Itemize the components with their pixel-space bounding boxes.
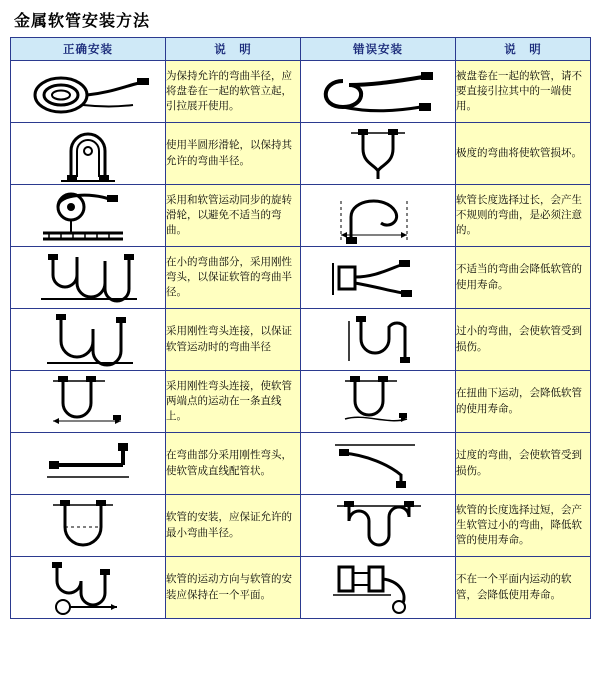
- wrong-figure-cell: [301, 61, 456, 123]
- correct-figure-cell: [11, 61, 166, 123]
- installation-methods-table: [10, 37, 591, 619]
- rigid-elbow-small-bend-correct-icon: [11, 249, 165, 307]
- correct-figure-cell: [11, 185, 166, 247]
- correct-desc-cell: 采用和软管运动同步的旋转滑轮，以避免不适当的弯曲。: [166, 185, 301, 247]
- table-row: [11, 123, 591, 185]
- correct-desc-cell: 在弯曲部分采用刚性弯头，使软管成直线配管状。: [166, 433, 301, 495]
- wrong-desc-cell: 不在一个平面内运动的软管，会降低使用寿命。: [456, 557, 591, 619]
- correct-desc-cell: 使用半圆形滑轮，以保持其允许的弯曲半径。: [166, 123, 301, 185]
- correct-desc-cell: 为保持允许的弯曲半径，应将盘卷在一起的软管立起，引拉展开使用。: [166, 61, 301, 123]
- correct-desc-cell: 软管的安装，应保证允许的最小弯曲半径。: [166, 495, 301, 557]
- straight-line-motion-correct-icon: [11, 373, 165, 431]
- rigid-elbow-straight-piping-correct-icon: [11, 435, 165, 493]
- too-long-hose-wrong-icon: [301, 187, 455, 245]
- page-title: 金属软管安装方法: [14, 11, 151, 30]
- wrong-figure-cell: [301, 309, 456, 371]
- correct-desc-cell: 在小的弯曲部分，采用刚性弯头，以保证软管的弯曲半径。: [166, 247, 301, 309]
- wrong-figure-cell: [301, 495, 456, 557]
- header-correct-desc: 说 明: [166, 38, 301, 61]
- correct-desc-cell: 采用刚性弯头连接，使软管两端点的运动在一条直线上。: [166, 371, 301, 433]
- correct-figure-cell: [11, 247, 166, 309]
- wrong-figure-cell: [301, 247, 456, 309]
- header-wrong-desc: 说 明: [456, 38, 591, 61]
- rigid-elbow-connection-correct-icon: [11, 311, 165, 369]
- header-row: [11, 38, 591, 61]
- header-correct-install: 正确安装: [11, 38, 166, 61]
- wrong-desc-cell: 过度的弯曲，会使软管受到损伤。: [456, 433, 591, 495]
- wrong-figure-cell: [301, 371, 456, 433]
- wrong-figure-cell: [301, 557, 456, 619]
- header-wrong-install: 错误安装: [301, 38, 456, 61]
- table-row: [11, 433, 591, 495]
- same-plane-motion-correct-icon: [11, 559, 165, 617]
- wrong-desc-cell: 过小的弯曲，会使软管受到损伤。: [456, 309, 591, 371]
- correct-figure-cell: [11, 371, 166, 433]
- wrong-desc-cell: 不适当的弯曲会降低软管的使用寿命。: [456, 247, 591, 309]
- table-row: [11, 61, 591, 123]
- wrong-figure-cell: [301, 123, 456, 185]
- table-body: [11, 61, 591, 619]
- wrong-desc-cell: 在扭曲下运动，会降低软管的使用寿命。: [456, 371, 591, 433]
- correct-figure-cell: [11, 495, 166, 557]
- table-row: [11, 557, 591, 619]
- correct-desc-cell: 采用刚性弯头连接，以保证软管运动时的弯曲半径: [166, 309, 301, 371]
- table-row: [11, 247, 591, 309]
- wrong-desc-cell: 软管长度选择过长，会产生不规则的弯曲，是必须注意的。: [456, 185, 591, 247]
- improper-bend-wrong-icon: [301, 249, 455, 307]
- too-long-length-wrong-icon: [301, 497, 455, 555]
- coiled-hose-correct-icon: [11, 63, 165, 121]
- table-row: [11, 495, 591, 557]
- excessive-bend-wrong-icon: [301, 435, 455, 493]
- wrong-desc-cell: 软管的长度选择过短，会产生软管过小的弯曲，降低软管的使用寿命。: [456, 495, 591, 557]
- correct-figure-cell: [11, 557, 166, 619]
- wrong-desc-cell: 被盘卷在一起的软管，请不要直接引拉其中的一端使用。: [456, 61, 591, 123]
- min-bend-radius-correct-icon: [11, 497, 165, 555]
- table-row: [11, 371, 591, 433]
- wrong-desc-cell: 极度的弯曲将使软管损坏。: [456, 123, 591, 185]
- correct-desc-cell: 软管的运动方向与软管的安装应保持在一个平面。: [166, 557, 301, 619]
- torsion-motion-wrong-icon: [301, 373, 455, 431]
- table-row: [11, 185, 591, 247]
- too-small-bend-wrong-icon: [301, 311, 455, 369]
- sharp-bend-wrong-icon: [301, 125, 455, 183]
- correct-figure-cell: [11, 433, 166, 495]
- table-header: [11, 38, 591, 61]
- semicircular-sheave-correct-icon: [11, 125, 165, 183]
- out-of-plane-motion-wrong-icon: [301, 559, 455, 617]
- coiled-hose-wrong-icon: [301, 63, 455, 121]
- correct-figure-cell: [11, 123, 166, 185]
- table-row: [11, 309, 591, 371]
- wrong-figure-cell: [301, 185, 456, 247]
- synchronized-rotating-sheave-correct-icon: [11, 187, 165, 245]
- wrong-figure-cell: [301, 433, 456, 495]
- correct-figure-cell: [11, 309, 166, 371]
